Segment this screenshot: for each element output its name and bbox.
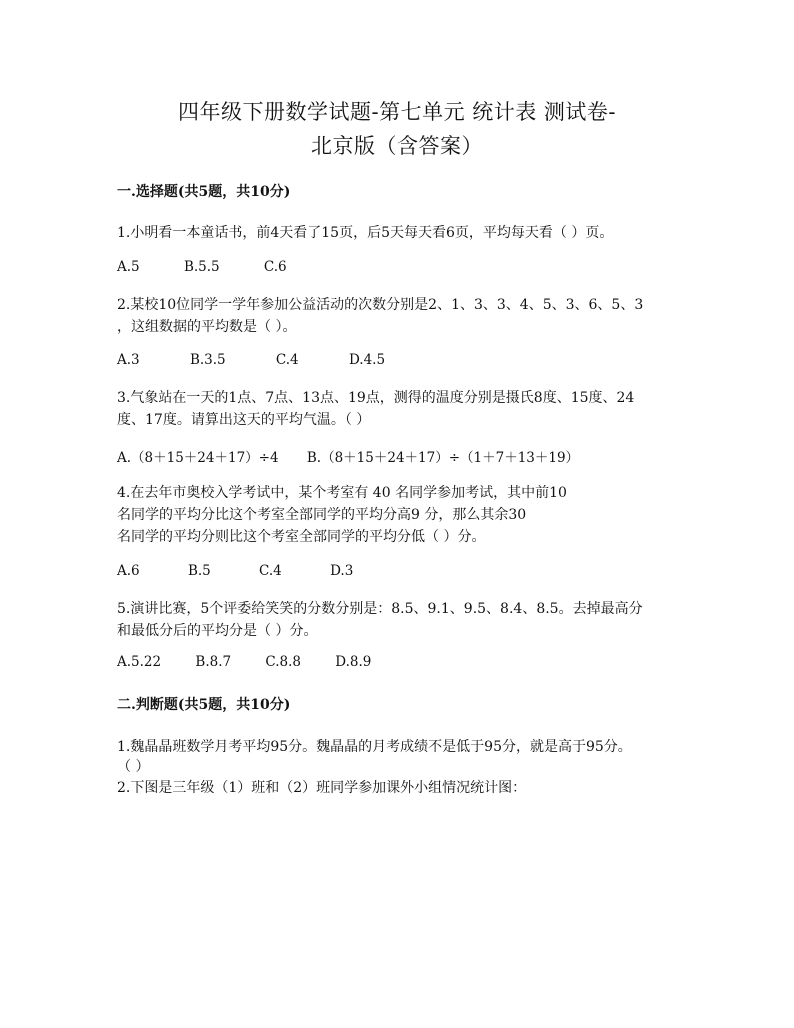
- question-3-line2: 度、17度。请算出这天的平均气温。（ ）: [117, 412, 371, 428]
- option-c: C.4: [259, 563, 282, 579]
- question-2-options: [117, 352, 423, 368]
- option-a: A.（8＋15＋24＋17）÷4: [117, 450, 279, 466]
- question-4-options: [117, 563, 391, 579]
- question-4-line1: 4.在去年市奥校入学考试中，某个考室有 40 名同学参加考试，其中前10: [117, 485, 567, 501]
- question-5-line1: 5.演讲比赛，5个评委给笑笑的分数分别是：8.5、9.1、9.5、8.4、8.5。去掉最高分: [117, 601, 643, 617]
- question-4-line3: 名同学的平均分则比这个考室全部同学的平均分低（ ）分。: [117, 529, 486, 545]
- option-a: A.3: [117, 352, 140, 368]
- option-c: C.4: [275, 352, 299, 368]
- option-d: D.3: [330, 563, 354, 579]
- option-b: B.5: [187, 563, 211, 579]
- option-d: D.8.9: [335, 654, 372, 670]
- document-title-line1: 四年级下册数学试题-第七单元 统计表 测试卷-: [177, 100, 617, 124]
- option-b: B.（8＋15＋24＋17）÷（1＋7＋13＋19）: [306, 450, 580, 466]
- judgment-2-line1: 2.下图是三年级（1）班和（2）班同学参加课外小组情况统计图：: [117, 780, 527, 796]
- document-title-line2: 北京版（含答案）: [311, 134, 483, 158]
- question-2-line2: ，这组数据的平均数是（ ）。: [117, 319, 297, 335]
- option-a: A.6: [117, 563, 140, 579]
- question-4-line2: 名同学的平均分比这个考室全部同学的平均分高9 分，那么其余30: [117, 507, 527, 523]
- question-1-text: 1.小明看一本童话书，前4天看了15页，后5天每天看6页，平均每天看（ ）页。: [117, 225, 614, 241]
- section-heading-judgment: 二.判断题(共5题，共10分): [117, 697, 291, 713]
- option-b: B.8.7: [195, 654, 232, 670]
- section-heading-choice: 一.选择题(共5题，共10分): [117, 184, 291, 200]
- question-5-line2: 和最低分后的平均分是（ ）分。: [117, 623, 318, 639]
- option-a: A.5.22: [117, 654, 162, 670]
- option-b: B.5.5: [183, 259, 220, 275]
- option-d: D.4.5: [348, 352, 386, 368]
- question-3-options: [117, 446, 617, 466]
- option-b: B.3.5: [189, 352, 226, 368]
- judgment-1-line2: （ ）: [117, 759, 150, 775]
- option-c: C.6: [263, 259, 287, 275]
- judgment-1-line1: 1.魏晶晶班数学月考平均95分。魏晶晶的月考成绩不是低于95分，就是高于95分。: [117, 739, 632, 755]
- question-3-line1: 3.气象站在一天的1点、7点、13点、19点，测得的温度分别是摄氏8度、15度、24: [117, 390, 635, 406]
- option-c: C.8.8: [265, 654, 301, 670]
- option-a: A.5: [117, 259, 140, 275]
- question-5-options: [117, 654, 409, 670]
- question-1-options: [117, 259, 325, 275]
- question-2-line1: 2.某校10位同学一学年参加公益活动的次数分别是2、1、3、3、4、5、3、6、5、3: [117, 297, 644, 313]
